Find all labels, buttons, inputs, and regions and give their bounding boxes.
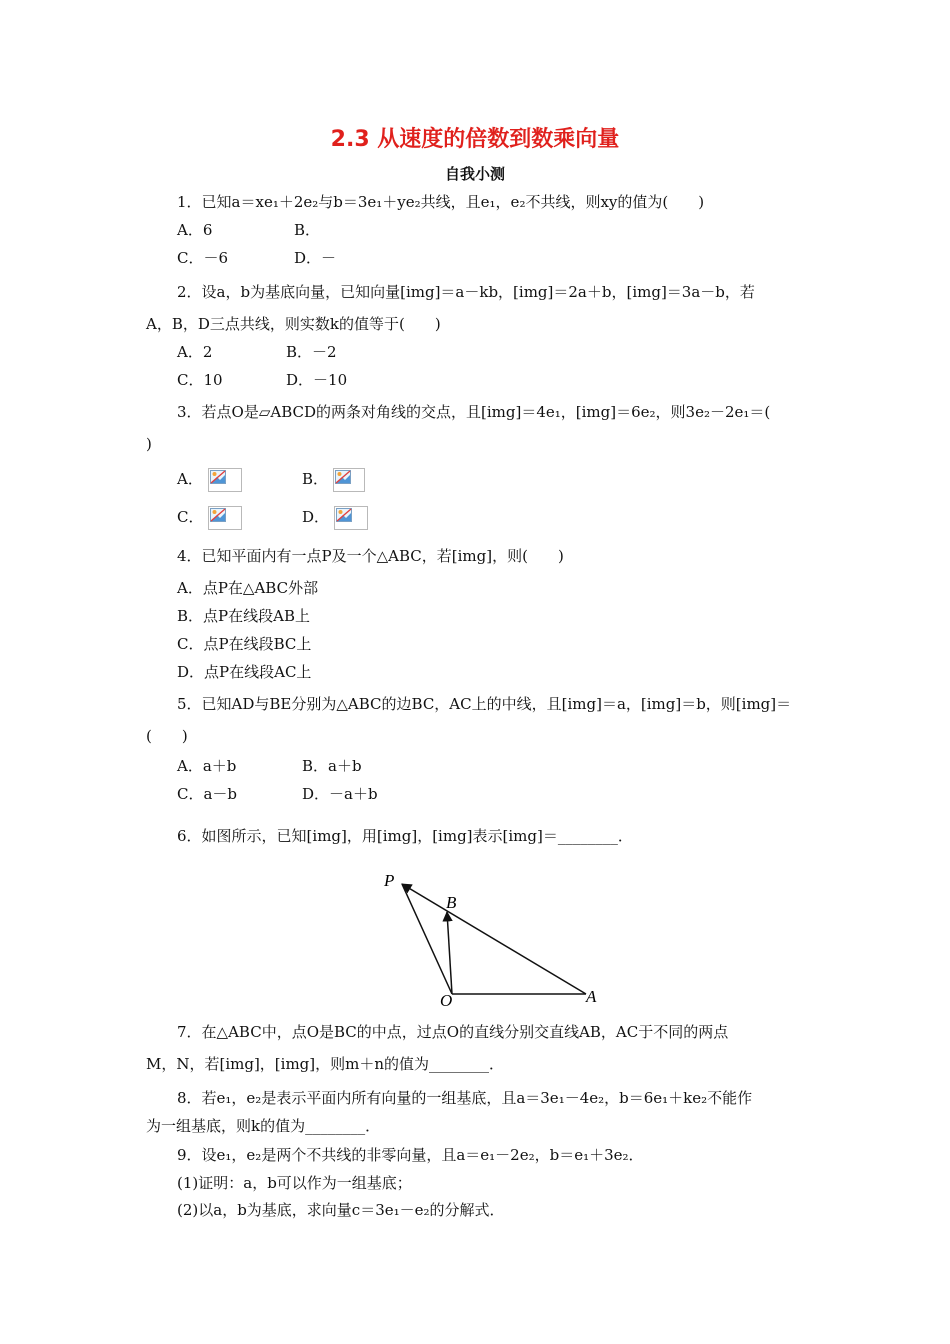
question-9-part-2: (2)以a，b为基底，求向量c＝3e₁－e₂的分解式． bbox=[177, 1201, 505, 1219]
broken-image-icon bbox=[333, 468, 365, 492]
q3-option-a-label: A． bbox=[177, 470, 203, 488]
q3-option-d bbox=[302, 506, 368, 530]
q5-option-b: B．a＋b bbox=[302, 757, 362, 775]
question-7-line-1: 7．在△ABC中，点O是BC的中点，过点O的直线分别交直线AB，AC于不同的两点 bbox=[177, 1023, 729, 1041]
q3-option-b bbox=[302, 468, 365, 492]
question-8-line-2: 为一组基底，则k的值为________． bbox=[146, 1117, 381, 1135]
broken-image-icon bbox=[334, 506, 368, 530]
q1-option-c: C．－6 bbox=[177, 249, 229, 267]
vector-ap bbox=[402, 884, 586, 994]
q5-option-a: A．a＋b bbox=[177, 757, 237, 775]
question-4-stem: 4．已知平面内有一点P及一个△ABC，若[img]，则( ) bbox=[177, 547, 564, 565]
q2-option-d: D．－10 bbox=[286, 371, 348, 389]
q4-option-c: C．点P在线段BC上 bbox=[177, 635, 312, 653]
q3-option-c-label: C． bbox=[177, 508, 204, 526]
question-5-line-1: 5．已知AD与BE分别为△ABC的边BC，AC上的中线，且[img]＝a，[img]＝b，则[img]＝ bbox=[177, 695, 792, 713]
question-2-line-1: 2．设a，b为基底向量，已知向量[img]＝a－kb，[img]＝2a＋b，[img]＝3a－b，若 bbox=[177, 283, 755, 301]
q3-option-d-label: D． bbox=[302, 508, 330, 526]
label-o: O bbox=[440, 991, 453, 1008]
q4-option-d: D．点P在线段AC上 bbox=[177, 663, 312, 681]
q3-option-a bbox=[177, 468, 242, 492]
question-6-stem: 6．如图所示，已知[img]，用[img]，[img]表示[img]＝________． bbox=[177, 827, 633, 845]
vector-ob bbox=[447, 912, 452, 994]
page-title: 2.3 从速度的倍数到数乘向量 bbox=[330, 127, 620, 152]
label-b: B bbox=[446, 893, 457, 912]
q3-option-b-label: B． bbox=[302, 470, 329, 488]
q2-option-b: B．－2 bbox=[286, 343, 337, 361]
q1-option-b: B． bbox=[294, 221, 321, 239]
triangle-figure bbox=[380, 866, 610, 1008]
q4-option-a: A．点P在△ABC外部 bbox=[177, 579, 319, 597]
section-subtitle: 自我小测 bbox=[444, 165, 505, 183]
q2-option-c: C．10 bbox=[177, 371, 223, 389]
broken-image-icon bbox=[208, 468, 242, 492]
question-8-line-1: 8．若e₁，e₂是表示平面内所有向量的一组基底，且a＝3e₁－4e₂，b＝6e₁＋ke₂不能作 bbox=[177, 1089, 753, 1107]
segment-op bbox=[402, 884, 452, 994]
q1-option-d: D．－ bbox=[294, 249, 337, 267]
q4-option-b: B．点P在线段AB上 bbox=[177, 607, 310, 625]
question-3-line-1: 3．若点O是▱ABCD的两条对角线的交点，且[img]＝4e₁，[img]＝6e₂，则3e₂－2e₁＝( bbox=[177, 403, 771, 421]
label-a: A bbox=[586, 987, 597, 1006]
q1-option-a: A．6 bbox=[177, 221, 213, 239]
question-9-part-1: (1)证明：a，b可以作为一组基底； bbox=[177, 1174, 412, 1192]
question-5-line-2: ( ) bbox=[146, 727, 188, 745]
q5-option-d: D．－a＋b bbox=[302, 785, 378, 803]
question-9-stem: 9．设e₁，e₂是两个不共线的非零向量，且a＝e₁－2e₂，b＝e₁＋3e₂． bbox=[177, 1146, 644, 1164]
label-p: P bbox=[384, 871, 395, 890]
question-3-line-2: ) bbox=[146, 435, 152, 453]
q3-option-c bbox=[177, 506, 242, 530]
broken-image-icon bbox=[208, 506, 242, 530]
q5-option-c: C．a－b bbox=[177, 785, 238, 803]
question-1-stem: 1．已知a＝xe₁＋2e₂与b＝3e₁＋ye₂共线，且e₁，e₂不共线，则xy的值为( ) bbox=[177, 193, 705, 211]
question-7-line-2: M，N，若[img]，[img]，则m＋n的值为________． bbox=[146, 1055, 505, 1073]
q2-option-a: A．2 bbox=[177, 343, 213, 361]
question-2-line-2: A，B，D三点共线，则实数k的值等于( ) bbox=[146, 315, 441, 333]
